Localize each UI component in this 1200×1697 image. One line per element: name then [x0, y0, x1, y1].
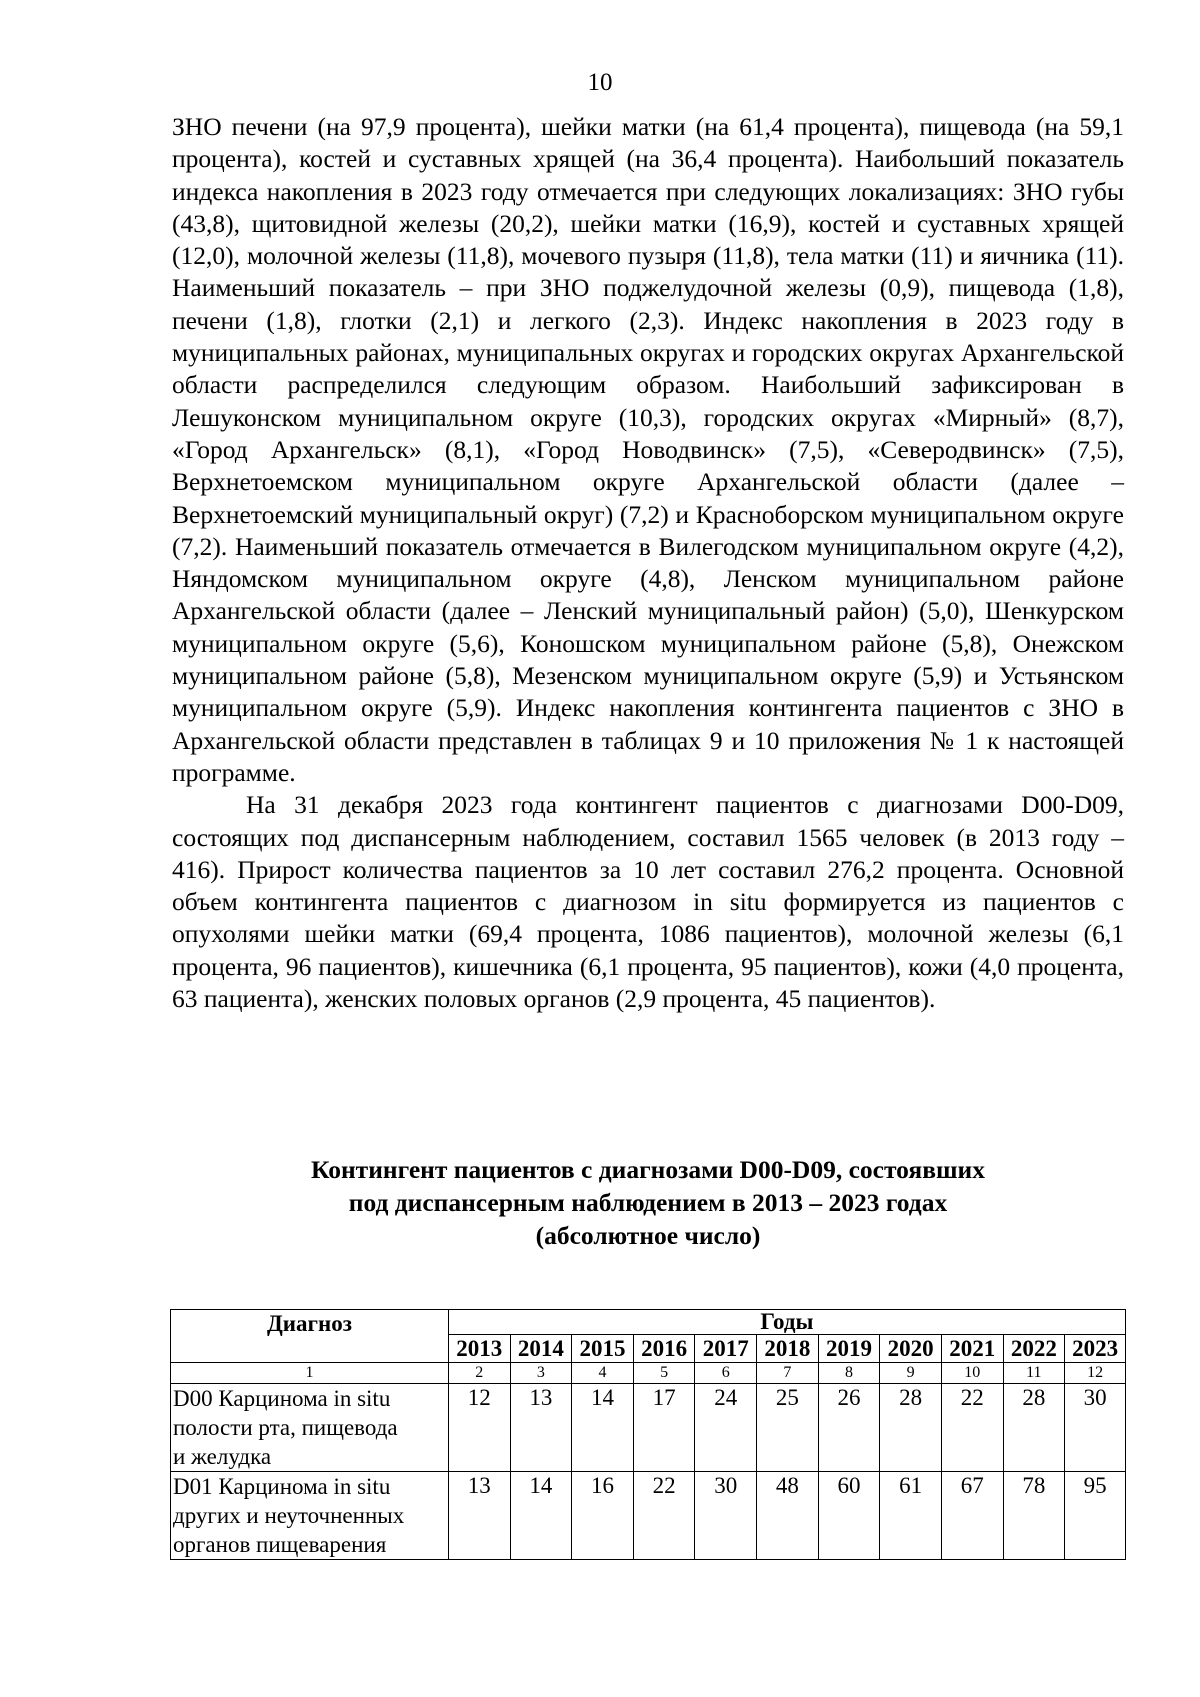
- diagnosis-line: D00 Карцинома in situ: [173, 1386, 391, 1411]
- paragraph: ЗНО печени (на 97,9 процента), шейки матки (на 61,4 процента), пищевода (на 59,1 процента), костей и суставных хрящей (на 36,4 процента). Наибольший показатель индекса накопления в 2023 году отмечается при следующих локализациях: ЗНО губы (43,8), щитовидной железы (20,2), шейки матки (16,9), костей и суставных хрящей (12,0), молочной железы (11,8), мочевого пузыря (11,8), тела матки (11) и яичника (11). Наименьший показатель – при ЗНО поджелудочной железы (0,9), пищевода (1,8), печени (1,8), глотки (2,1) и легкого (2,3). Индекс накопления в 2023 году в муниципальных районах, муниципальных округах и городских округах Архангельской области распределился следующим образом. Наибольший зафиксирован в Лешуконском муниципальном округе (10,3), городских округах «Мирный» (8,7), «Город Архангельск» (8,1), «Город Новодвинск» (7,5), «Северодвинск» (7,5), Верхнетоемском муниципальном округе Архангельской области (далее – Верхнетоемский муниципальный округ) (7,2) и Красноборском муниципальном округе (7,2). Наименьший показатель отмечается в Вилегодском муниципальном округе (4,2), Няндомском муниципальном округе (4,8), Ленском муниципальном районе Архангельской области (далее – Ленский муниципальный район) (5,0), Шенкурском муниципальном округе (5,6), Коношском муниципальном районе (5,8), Онежском муниципальном районе (5,8), Мезенском муниципальном округе (5,9) и Устьянском муниципальном округе (5,9). Индекс накопления контингента пациентов с ЗНО в Архангельской области представлен в таблицах 9 и 10 приложения № 1 к настоящей программе.: [172, 112, 1124, 787]
- value-cell: 30: [1065, 1384, 1126, 1472]
- column-number: 2: [448, 1363, 510, 1384]
- value-cell: 14: [510, 1472, 572, 1560]
- table-title: [172, 1153, 1124, 1252]
- column-number-row: [171, 1363, 1126, 1384]
- table-title-line: под диспансерным наблюдением в 2013 – 2023 годах: [348, 1188, 948, 1217]
- year-header: 2017: [695, 1335, 757, 1363]
- year-header: 2022: [1003, 1335, 1065, 1363]
- data-table: [170, 1309, 1126, 1560]
- value-cell: 26: [818, 1384, 880, 1472]
- value-cell: 48: [757, 1472, 819, 1560]
- column-number: 11: [1003, 1363, 1065, 1384]
- diagnosis-line: других и неуточненных: [173, 1503, 405, 1528]
- value-cell: 17: [633, 1384, 695, 1472]
- year-header: 2023: [1065, 1335, 1126, 1363]
- value-cell: 78: [1003, 1472, 1065, 1560]
- table-row: [171, 1384, 1126, 1472]
- value-cell: 13: [510, 1384, 572, 1472]
- column-number: 9: [880, 1363, 942, 1384]
- value-cell: 24: [695, 1384, 757, 1472]
- column-number: 6: [695, 1363, 757, 1384]
- year-header: 2013: [448, 1335, 510, 1363]
- year-header: 2018: [757, 1335, 819, 1363]
- value-cell: 14: [572, 1384, 634, 1472]
- diagnosis-cell: [171, 1472, 449, 1560]
- year-header: 2019: [818, 1335, 880, 1363]
- table-header-row: [171, 1310, 1126, 1335]
- column-number: 12: [1065, 1363, 1126, 1384]
- value-cell: 13: [448, 1472, 510, 1560]
- value-cell: 30: [695, 1472, 757, 1560]
- value-cell: 28: [880, 1384, 942, 1472]
- value-cell: 61: [880, 1472, 942, 1560]
- column-number: 10: [941, 1363, 1003, 1384]
- value-cell: 12: [448, 1384, 510, 1472]
- diagnosis-line: органов пищеварения: [173, 1532, 387, 1557]
- diagnosis-line: полости рта, пищевода: [173, 1415, 398, 1440]
- column-number: 4: [572, 1363, 634, 1384]
- table-title-line: Контингент пациентов с диагнозами D00-D09, состоявших: [311, 1155, 985, 1184]
- year-header: 2014: [510, 1335, 572, 1363]
- column-number: 7: [757, 1363, 819, 1384]
- years-header: Годы: [448, 1310, 1125, 1335]
- paragraph: На 31 декабря 2023 года контингент пациентов с диагнозами D00-D09, состоящих под диспансерным наблюдением, составил 1565 человек (в 2013 году – 416). Прирост количества пациентов за 10 лет составил 276,2 процента. Основной объем контингента пациентов с диагнозом in situ формируется из пациентов с опухолями шейки матки (69,4 процента, 1086 пациентов), молочной железы (6,1 процента, 96 пациентов), кишечника (6,1 процента, 95 пациентов), кожи (4,0 процента, 63 пациента), женских половых органов (2,9 процента, 45 пациентов).: [172, 790, 1124, 1014]
- year-header: 2020: [880, 1335, 942, 1363]
- value-cell: 60: [818, 1472, 880, 1560]
- column-number: 3: [510, 1363, 572, 1384]
- table-title-line: (абсолютное число): [535, 1221, 761, 1250]
- value-cell: 25: [757, 1384, 819, 1472]
- diagnosis-header: Диагноз: [171, 1310, 449, 1363]
- year-header: 2015: [572, 1335, 634, 1363]
- value-cell: 95: [1065, 1472, 1126, 1560]
- diagnosis-line: и желудка: [173, 1444, 272, 1469]
- column-number: 5: [633, 1363, 695, 1384]
- column-number: 1: [171, 1363, 449, 1384]
- diagnosis-cell: [171, 1384, 449, 1472]
- diagnosis-line: D01 Карцинома in situ: [173, 1474, 391, 1499]
- column-number: 8: [818, 1363, 880, 1384]
- value-cell: 22: [941, 1384, 1003, 1472]
- table-row: [171, 1472, 1126, 1560]
- value-cell: 22: [633, 1472, 695, 1560]
- value-cell: 28: [1003, 1384, 1065, 1472]
- value-cell: 67: [941, 1472, 1003, 1560]
- year-header: 2016: [633, 1335, 695, 1363]
- value-cell: 16: [572, 1472, 634, 1560]
- year-header: 2021: [941, 1335, 1003, 1363]
- page-number: 10: [587, 69, 613, 96]
- body-text: [172, 111, 1124, 1015]
